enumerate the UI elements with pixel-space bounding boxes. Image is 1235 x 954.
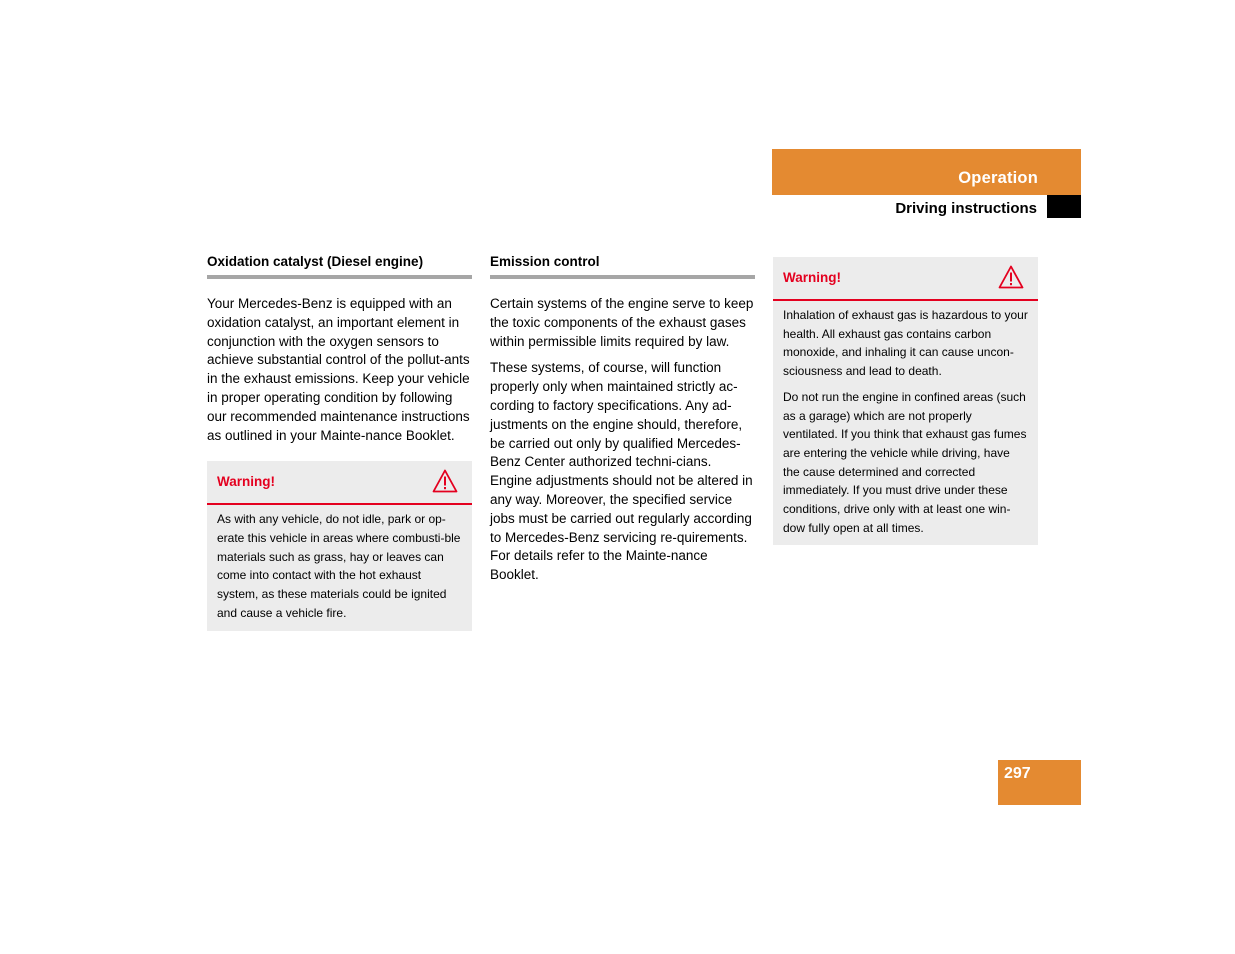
section-heading: Emission control: [490, 253, 755, 279]
warning-label: Warning!: [783, 270, 841, 285]
warning-header: [773, 257, 1038, 301]
column-exhaust-warning: [773, 257, 1038, 545]
page-number-box: [998, 760, 1081, 805]
warning-box: [773, 257, 1038, 545]
body-paragraph: Your Mercedes-Benz is equipped with an oxidation catalyst, an important element in conjunction with the oxygen sensors to achieve substantial control of the pollut-ants in the exhaust emissions. Keep your vehicle in proper operating condition by following our recommended maintenance instructions as outlined in your Mainte-nance Booklet.: [207, 296, 470, 443]
warning-text: Do not run the engine in confined areas (such as a garage) which are not properly ventilated. If you think that exhaust gas fumes are entering the vehicle while driving, have the cause determined and corrected immediately. If you must drive under these conditions, drive only with at least one win-dow fully open at all times.: [783, 389, 1027, 535]
warning-header: [207, 461, 472, 505]
warning-label: Warning!: [217, 474, 275, 490]
subsection-marker: [1047, 195, 1081, 218]
warning-triangle-icon: [432, 469, 458, 493]
warning-box: [207, 461, 472, 630]
column-emission-control: [490, 253, 755, 585]
page-number: 297: [1004, 765, 1031, 782]
section-title: Operation: [958, 169, 1038, 187]
section-tab: [772, 149, 1081, 195]
warning-triangle-icon: [998, 265, 1024, 289]
section-heading: Oxidation catalyst (Diesel engine): [207, 253, 472, 279]
body-paragraph: Certain systems of the engine serve to keep the toxic components of the exhaust gases within permissible limits required by law.: [490, 296, 754, 349]
warning-text: As with any vehicle, do not idle, park or op-erate this vehicle in areas where combusti-ble materials such as grass, hay or leaves can come into contact with the hot exhaust system, as these materials could be ignited and cause a vehicle fire.: [217, 512, 461, 620]
body-paragraph: These systems, of course, will function properly only when maintained strictly ac-cording to factory specifications. Any ad-justments on the engine should, therefore, be carried out only by qualified Mercedes-Benz Center authorized techni-cians. Engine adjustments should not be altered in any way. Moreover, the specified service jobs must be carried out regularly according to Mercedes-Benz servicing re-quirements. For details refer to the Mainte-nance Booklet.: [490, 360, 753, 583]
warning-text: Inhalation of exhaust gas is hazardous to your health. All exhaust gas contains carbon monoxide, and inhaling it can cause uncon-sciousness and lead to death.: [783, 308, 1028, 379]
warning-body: [773, 301, 1038, 545]
warning-body: [207, 505, 472, 630]
column-oxidation-catalyst: [207, 253, 472, 631]
subsection-title: Driving instructions: [895, 200, 1037, 217]
